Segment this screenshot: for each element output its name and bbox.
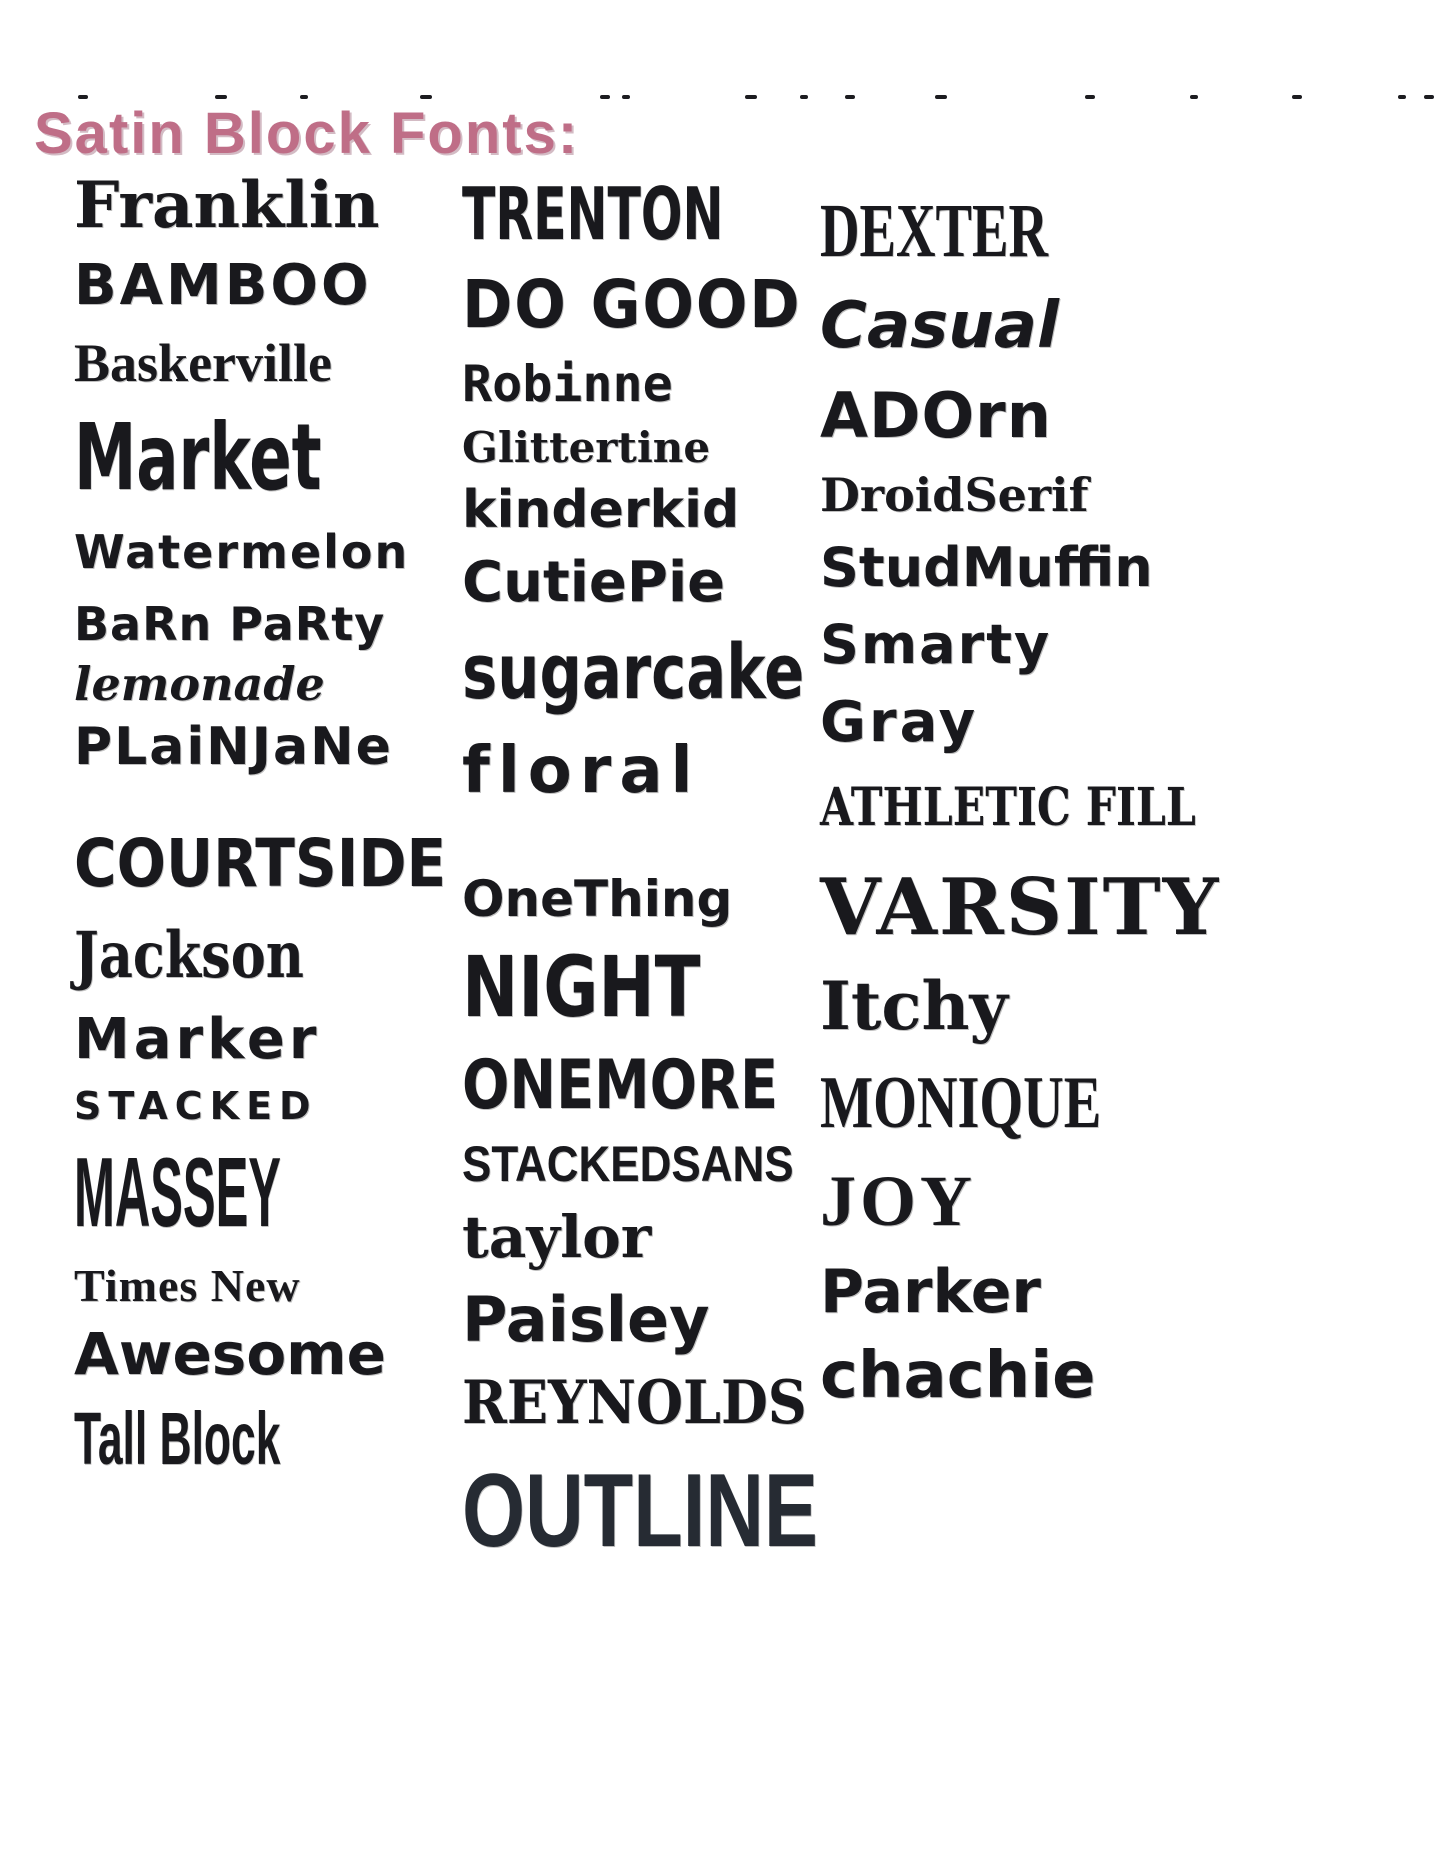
scan-artifact-dash — [935, 95, 947, 99]
scan-artifact-dash — [1398, 95, 1406, 99]
font-sample-trenton: TRENTON — [462, 172, 724, 256]
font-sample-studmuffin: StudMuffin — [820, 536, 1153, 599]
font-sample-chachie: chachie — [820, 1339, 1096, 1413]
font-sample-dexter: DEXTER — [820, 189, 1049, 273]
font-sample-courtside: COURTSIDE — [74, 825, 447, 902]
font-sample-timesnew: Times New — [74, 1260, 301, 1311]
font-sample-baskerville: Baskerville — [74, 333, 332, 393]
scan-artifact-dash — [600, 95, 610, 99]
scan-artifact-dash — [1190, 95, 1198, 99]
font-sample-floral: floral — [462, 734, 701, 808]
font-sample-marker: Marker — [74, 1007, 321, 1072]
page-title: Satin Block Fonts: — [34, 101, 580, 166]
font-sample-tallblock: Tall Block — [74, 1397, 281, 1480]
scan-artifact-dash — [300, 95, 308, 99]
font-sample-franklin: Franklin — [74, 168, 380, 243]
font-sample-outline: OUTLINE — [462, 1453, 819, 1569]
font-sample-sugarcake: sugarcake — [462, 627, 805, 716]
font-sample-joy: JOY — [820, 1161, 976, 1241]
font-sample-stacked: STACKED — [74, 1084, 318, 1128]
font-column-3 — [820, 188, 1380, 1413]
scan-artifact-dash — [745, 95, 757, 99]
scan-artifact-dash — [78, 95, 88, 99]
font-sample-itchy: Itchy — [820, 967, 1008, 1045]
font-sample-athleticfill: ATHLETIC FILL — [820, 777, 1196, 838]
font-sample-stackedsans: STACKEDSANS — [462, 1136, 794, 1192]
scan-artifact-dash — [1424, 95, 1434, 99]
font-sample-onething: OneThing — [462, 870, 733, 928]
font-sample-smarty: Smarty — [820, 613, 1052, 676]
font-sample-monique: MONIQUE — [820, 1062, 1102, 1144]
font-sample-plainjane: PLaiNJaNe — [74, 717, 393, 777]
font-sample-gray: Gray — [820, 690, 979, 755]
scan-artifact-dash — [420, 95, 432, 99]
font-sample-barnparty: BaRn PaRty — [74, 597, 386, 651]
font-sample-robinne: Robinne — [462, 355, 673, 413]
scan-artifact-dash — [622, 95, 630, 99]
font-sample-droidserif: DroidSerif — [820, 468, 1089, 522]
font-sample-night: NIGHT — [462, 938, 701, 1036]
font-sample-awesome: Awesome — [74, 1320, 386, 1388]
font-sample-paisley: Paisley — [462, 1283, 710, 1356]
font-sample-bamboo: BAMBOO — [74, 253, 372, 318]
scan-artifact-dash — [1085, 95, 1095, 99]
scan-artifact-dash — [800, 95, 808, 99]
font-column-1 — [74, 168, 474, 1481]
font-sample-onemore: ONEMORE — [462, 1046, 779, 1125]
font-sample-adorn: ADOrn — [820, 379, 1052, 452]
font-sample-kinderkid: kinderkid — [462, 480, 740, 540]
font-sample-dogood: DO GOOD — [462, 266, 802, 343]
font-sample-reynolds: REYNOLDS — [462, 1368, 807, 1438]
scan-artifact-dash — [215, 95, 227, 99]
font-sample-watermelon: Watermelon — [74, 525, 410, 579]
scan-artifact-dash — [1292, 95, 1302, 99]
font-sample-glittertine: Glittertine — [462, 423, 711, 472]
font-sample-parker: Parker — [820, 1257, 1042, 1327]
font-sample-massey: MASSEY — [74, 1137, 281, 1247]
font-sample-lemonade: lemonade — [74, 657, 325, 711]
font-sample-casual: Casual — [820, 289, 1059, 363]
font-sample-market: Market — [74, 404, 322, 511]
font-sample-varsity: VARSITY — [820, 862, 1221, 953]
font-sample-jackson: Jackson — [74, 918, 304, 993]
scan-artifact-dash — [845, 95, 855, 99]
font-sample-cutiepie: CutiePie — [462, 550, 726, 615]
font-sample-taylor: taylor — [462, 1203, 652, 1271]
